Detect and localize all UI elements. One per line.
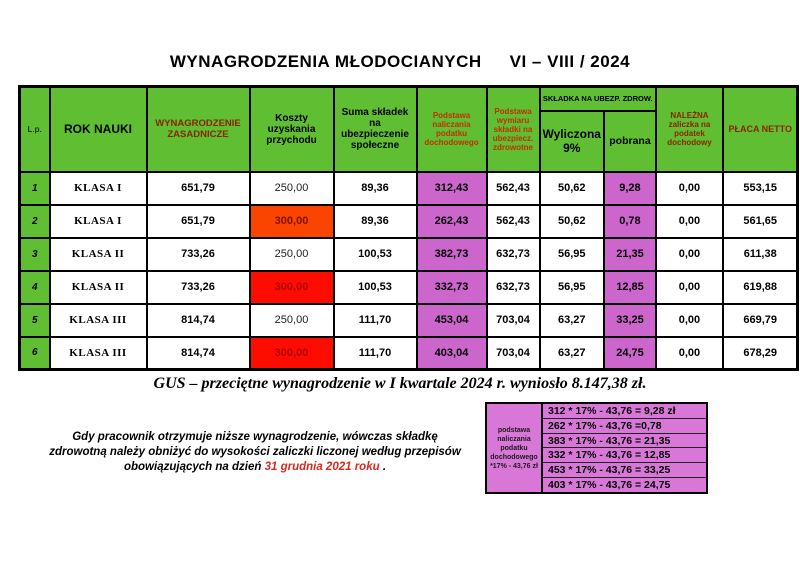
cell-koszty-uzyskania: 300,00 [250, 271, 334, 304]
cell-podstawa-wymiaru: 562,43 [487, 172, 540, 205]
cell-nalezna-zaliczka: 0,00 [656, 205, 723, 238]
calc-formula-row: 312 * 17% - 43,76 = 9,28 zł [543, 404, 706, 419]
calc-formula-row: 332 * 17% - 43,76 = 12,85 [543, 448, 706, 463]
cell-suma-skladek: 111,70 [334, 337, 417, 370]
header-skladka-wyliczona: Wyliczona 9% [540, 111, 604, 172]
page-title [0, 52, 800, 72]
cell-wynagrodzenie-zasadnicze: 651,79 [147, 205, 250, 238]
cell-suma-skladek: 111,70 [334, 304, 417, 337]
cell-nalezna-zaliczka: 0,00 [656, 172, 723, 205]
calc-box-label: podstawa naliczania podatku dochodowego *17% - 43,76 zł [487, 404, 543, 492]
cell-podstawa-podatku: 262,43 [417, 205, 487, 238]
cell-rok-nauki: KLASA III [50, 337, 147, 370]
cell-wynagrodzenie-zasadnicze: 814,74 [147, 304, 250, 337]
cell-placa-netto: 611,38 [723, 238, 798, 271]
cell-podstawa-wymiaru: 703,04 [487, 337, 540, 370]
cell-koszty-uzyskania: 250,00 [250, 172, 334, 205]
table-body [20, 172, 798, 370]
note-line-3-prefix: obowiązujących na dzień [123, 461, 265, 473]
page-title-main: WYNAGRODZENIA MŁODOCIANYCH [169, 52, 482, 71]
row-number-cell: 3 [20, 238, 50, 271]
table-row [20, 271, 798, 304]
cell-wynagrodzenie-zasadnicze: 733,26 [147, 271, 250, 304]
cell-nalezna-zaliczka: 0,00 [656, 271, 723, 304]
table-row [20, 205, 798, 238]
cell-wynagrodzenie-zasadnicze: 733,26 [147, 238, 250, 271]
cell-wynagrodzenie-zasadnicze: 651,79 [147, 172, 250, 205]
cell-koszty-uzyskania: 300,00 [250, 205, 334, 238]
gus-average-wage-note: GUS – przeciętne wynagrodzenie w I kwartale 2024 r. wyniosło 8.147,38 zł. [153, 375, 647, 392]
cell-suma-skladek: 100,53 [334, 271, 417, 304]
cell-skladka-wyliczona: 56,95 [540, 271, 604, 304]
cell-podstawa-podatku: 332,73 [417, 271, 487, 304]
row-number-cell: 2 [20, 205, 50, 238]
cell-placa-netto: 669,79 [723, 304, 798, 337]
cell-rok-nauki: KLASA II [50, 238, 147, 271]
header-rok-nauki: ROK NAUKI [50, 87, 147, 172]
cell-skladka-wyliczona: 50,62 [540, 205, 604, 238]
header-wynagrodzenie-zasadnicze: WYNAGRODZENIE ZASADNICZE [147, 87, 250, 172]
row-number-cell: 4 [20, 271, 50, 304]
cell-placa-netto: 561,65 [723, 205, 798, 238]
header-nalezna-zaliczka: NALEŻNA zaliczka na podatek dochodowy [656, 87, 723, 172]
cell-skladka-pobrana: 24,75 [604, 337, 656, 370]
wages-table [18, 85, 799, 371]
row-number-cell: 1 [20, 172, 50, 205]
calc-formula-row: 383 * 17% - 43,76 = 21,35 [543, 434, 706, 449]
calc-formula-row: 453 * 17% - 43,76 = 33,25 [543, 463, 706, 478]
header-skladka-pobrana: pobrana [604, 111, 656, 172]
calc-formula-row: 262 * 17% - 43,76 =0,78 [543, 419, 706, 434]
table-row [20, 172, 798, 205]
cell-podstawa-podatku: 382,73 [417, 238, 487, 271]
cell-skladka-pobrana: 9,28 [604, 172, 656, 205]
cell-suma-skladek: 89,36 [334, 205, 417, 238]
tax-calculation-box [485, 402, 708, 494]
table-row [20, 304, 798, 337]
cell-koszty-uzyskania: 250,00 [250, 304, 334, 337]
note-line-3 [35, 460, 475, 475]
note-line-3-suffix: . [379, 461, 387, 473]
table-row [20, 337, 798, 370]
calc-box-formulas [543, 404, 706, 492]
cell-nalezna-zaliczka: 0,00 [656, 304, 723, 337]
cell-podstawa-podatku: 453,04 [417, 304, 487, 337]
cell-podstawa-podatku: 312,43 [417, 172, 487, 205]
cell-skladka-wyliczona: 56,95 [540, 238, 604, 271]
cell-skladka-wyliczona: 63,27 [540, 304, 604, 337]
cell-placa-netto: 553,15 [723, 172, 798, 205]
cell-skladka-pobrana: 12,85 [604, 271, 656, 304]
header-lp: L.p. [20, 87, 50, 172]
header-skladka-group: SKŁADKA NA UBEZP. ZDROW. [540, 87, 656, 111]
cell-skladka-pobrana: 33,25 [604, 304, 656, 337]
cell-wynagrodzenie-zasadnicze: 814,74 [147, 337, 250, 370]
header-placa-netto: PŁACA NETTO [723, 87, 798, 172]
cell-podstawa-wymiaru: 632,73 [487, 271, 540, 304]
cell-placa-netto: 619,88 [723, 271, 798, 304]
cell-koszty-uzyskania: 300,00 [250, 337, 334, 370]
header-row-1 [20, 87, 798, 111]
row-number-cell: 6 [20, 337, 50, 370]
table-header [20, 87, 798, 172]
cell-suma-skladek: 89,36 [334, 172, 417, 205]
cell-skladka-wyliczona: 50,62 [540, 172, 604, 205]
cell-podstawa-podatku: 403,04 [417, 337, 487, 370]
cell-suma-skladek: 100,53 [334, 238, 417, 271]
note-line-2: zdrowotną należy obniżyć do wysokości zaliczki liczonej według przepisów [49, 446, 461, 458]
cell-rok-nauki: KLASA I [50, 172, 147, 205]
header-suma-skladek: Suma składek na ubezpieczenie społeczne [334, 87, 417, 172]
cell-nalezna-zaliczka: 0,00 [656, 238, 723, 271]
note-date-red: 31 grudnia 2021 roku [264, 461, 380, 473]
cell-podstawa-wymiaru: 562,43 [487, 205, 540, 238]
health-contribution-note [35, 430, 475, 475]
table-row [20, 238, 798, 271]
row-number-cell: 5 [20, 304, 50, 337]
cell-rok-nauki: KLASA III [50, 304, 147, 337]
header-podstawa-podatku: Podstawa naliczania podatku dochodowego [417, 87, 487, 172]
page-title-period: VI – VIII / 2024 [509, 52, 631, 71]
cell-rok-nauki: KLASA II [50, 271, 147, 304]
note-line-1: Gdy pracownik otrzymuje niższe wynagrodzenie, wówczas składkę [72, 431, 438, 443]
header-podstawa-wymiaru: Podstawa wymiaru składki na ubezpiecz. zdrowotne [487, 87, 540, 172]
cell-placa-netto: 678,29 [723, 337, 798, 370]
cell-skladka-wyliczona: 63,27 [540, 337, 604, 370]
cell-rok-nauki: KLASA I [50, 205, 147, 238]
header-koszty-uzyskania: Koszty uzyskania przychodu [250, 87, 334, 172]
cell-skladka-pobrana: 0,78 [604, 205, 656, 238]
cell-nalezna-zaliczka: 0,00 [656, 337, 723, 370]
cell-skladka-pobrana: 21,35 [604, 238, 656, 271]
cell-podstawa-wymiaru: 703,04 [487, 304, 540, 337]
cell-podstawa-wymiaru: 632,73 [487, 238, 540, 271]
cell-koszty-uzyskania: 250,00 [250, 238, 334, 271]
calc-formula-row: 403 * 17% - 43,76 = 24,75 [548, 479, 671, 492]
